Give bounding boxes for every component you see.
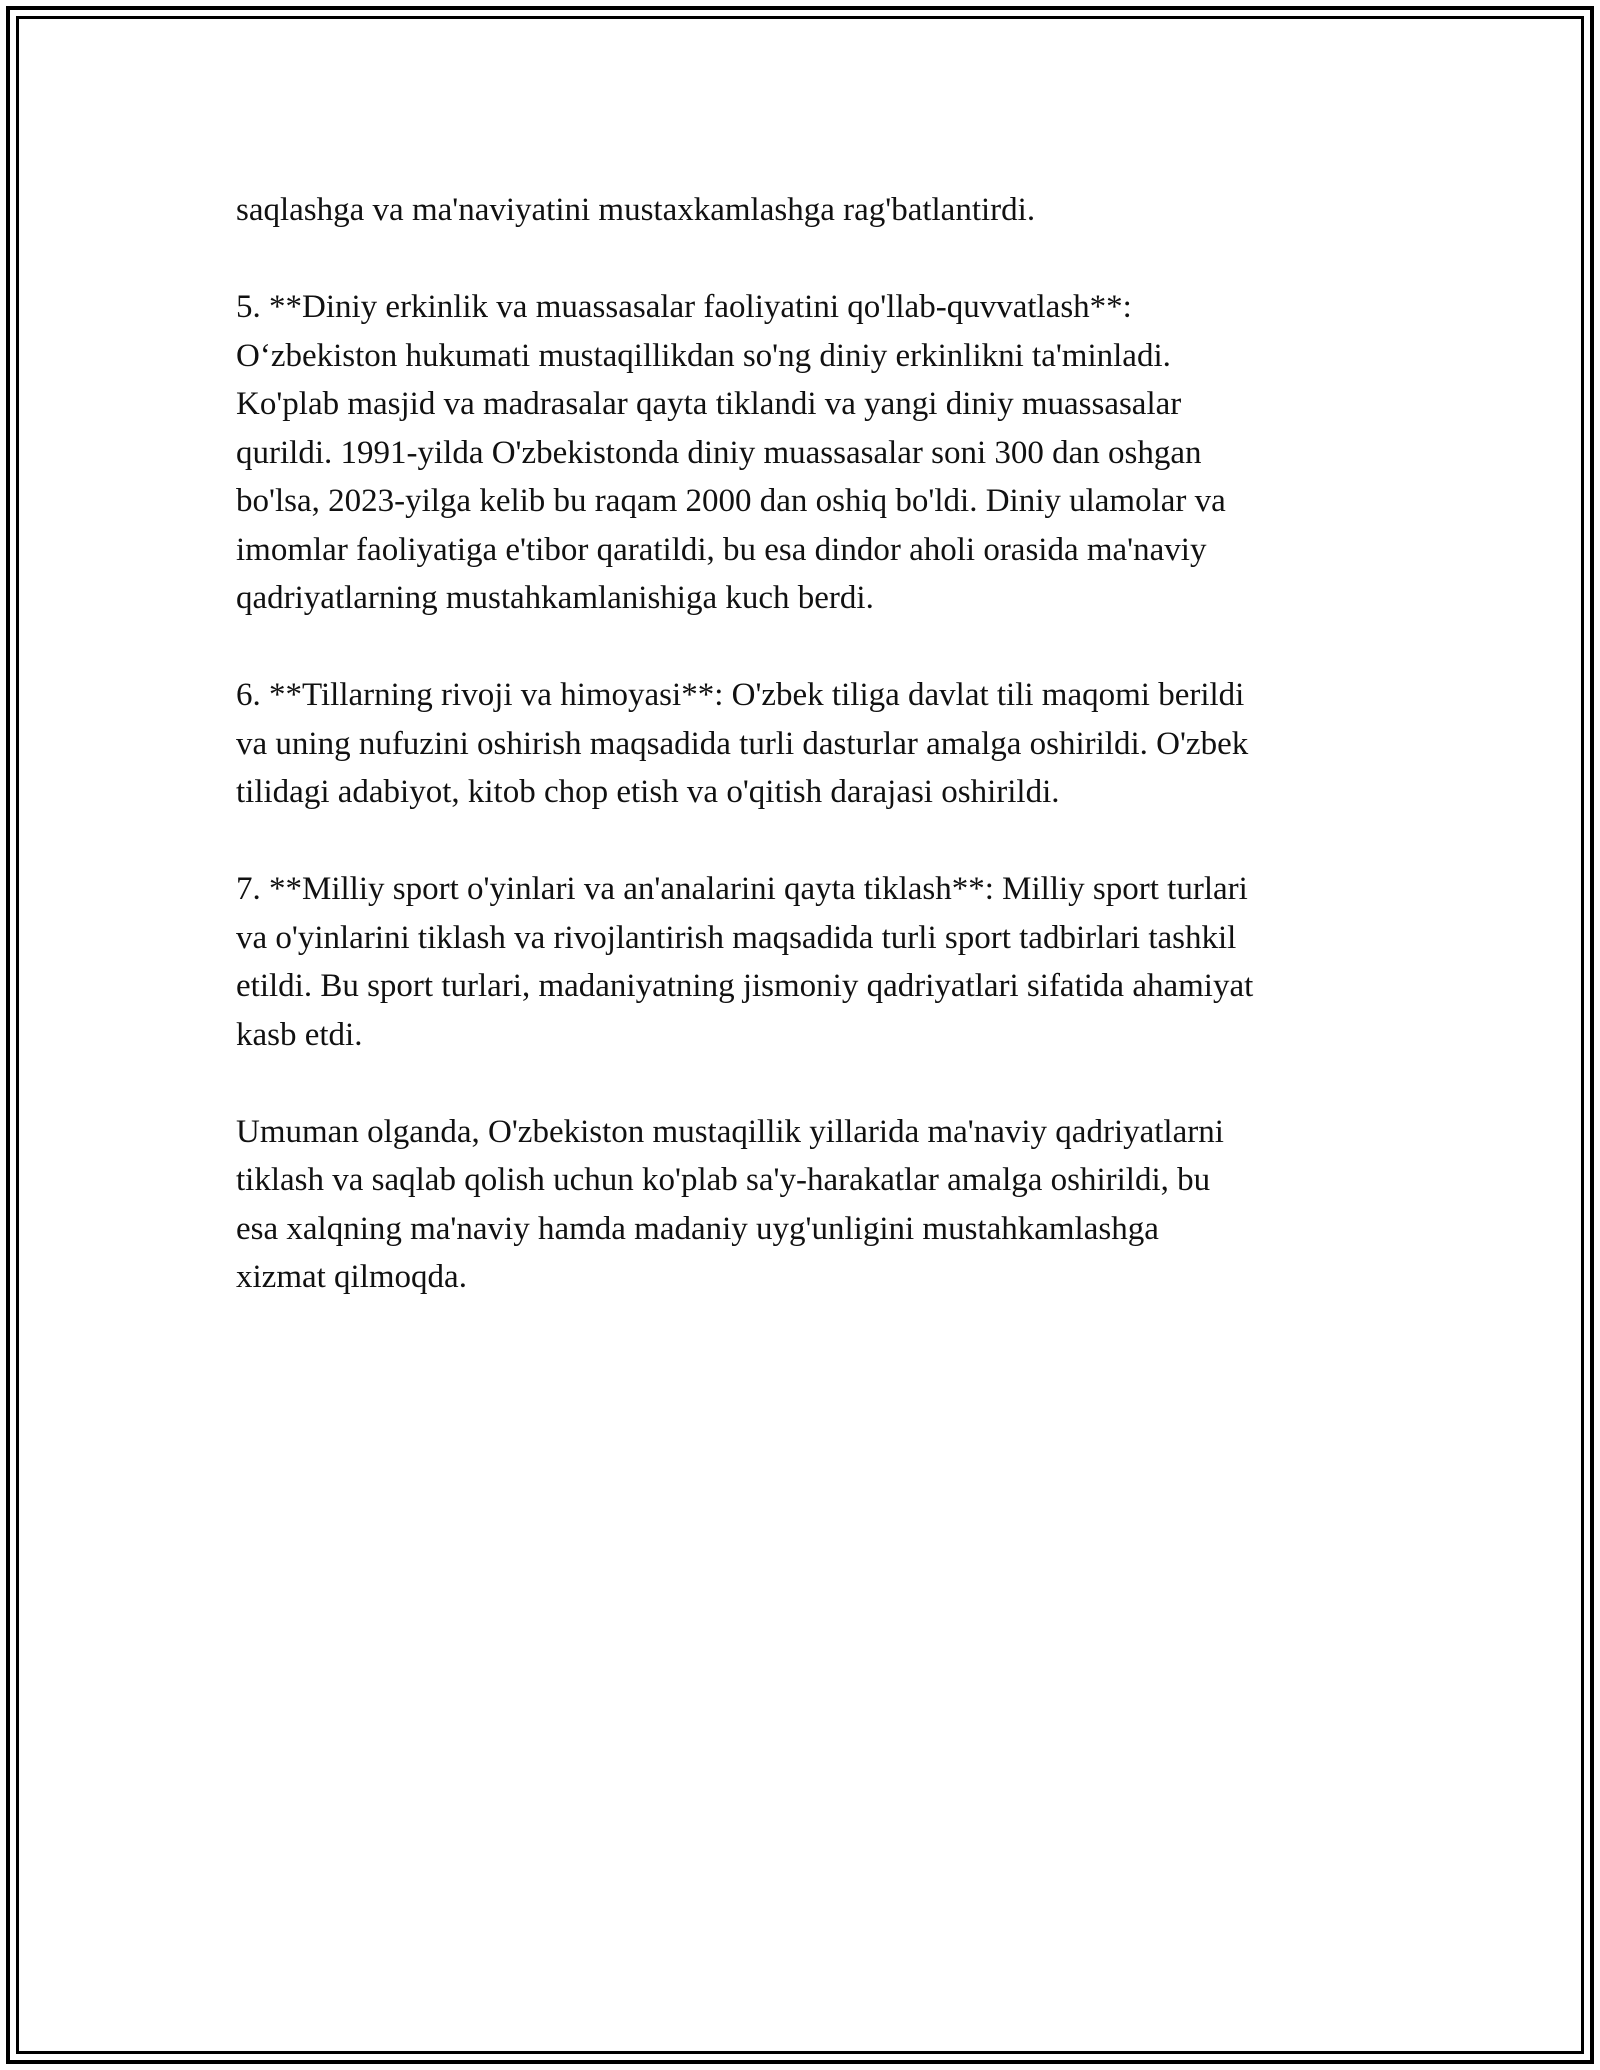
text-line: tilidagi adabiyot, kitob chop etish va o'qitish darajasi oshirildi. bbox=[236, 774, 1060, 810]
paragraph-item-7 bbox=[236, 865, 1376, 1059]
text-line: etildi. Bu sport turlari, madaniyatning jismoniy qadriyatlari sifatida ahamiyat bbox=[236, 968, 1254, 1004]
text-line: 6. **Tillarning rivoji va himoyasi**: O'zbek tiliga davlat tili maqomi berildi bbox=[236, 677, 1245, 713]
paragraph-item-5 bbox=[236, 283, 1376, 623]
text-line: Umuman olganda, O'zbekiston mustaqillik yillarida ma'naviy qadriyatlarni bbox=[236, 1113, 1224, 1150]
text-line: O‘zbekiston hukumati mustaqillikdan so'ng diniy erkinlikni ta'minladi. bbox=[236, 337, 1171, 374]
text-line: xizmat qilmoqda. bbox=[236, 1259, 467, 1295]
text-line: bo'lsa, 2023-yilga kelib bu raqam 2000 dan oshiq bo'ldi. Diniy ulamolar va bbox=[236, 483, 1226, 519]
text-line: imomlar faoliyatiga e'tibor qaratildi, bu esa dindor aholi orasida ma'naviy bbox=[236, 531, 1207, 568]
text-line: va o'yinlarini tiklash va rivojlantirish maqsadida turli sport tadbirlari tashkil bbox=[236, 919, 1237, 956]
text-line: 5. **Diniy erkinlik va muassasalar faoliyatini qo'llab-quvvatlash**: bbox=[236, 289, 1132, 325]
paragraph-continuation bbox=[236, 186, 1376, 235]
text-line: 7. **Milliy sport o'yinlari va an'analarini qayta tiklash**: Milliy sport turlari bbox=[236, 871, 1248, 907]
text-line: tiklash va saqlab qolish uchun ko'plab sa'y-harakatlar amalga oshirildi, bu bbox=[236, 1162, 1211, 1198]
text-line: qurildi. 1991-yilda O'zbekistonda diniy muassasalar soni 300 dan oshgan bbox=[236, 434, 1202, 471]
document-body bbox=[236, 186, 1376, 1302]
text-line: va uning nufuzini oshirish maqsadida turli dasturlar amalga oshirildi. O'zbek bbox=[236, 725, 1249, 762]
text-line: qadriyatlarning mustahkamlanishiga kuch berdi. bbox=[236, 580, 874, 616]
text-line: esa xalqning ma'naviy hamda madaniy uyg'unligini mustahkamlashga bbox=[236, 1210, 1159, 1247]
paragraph-conclusion bbox=[236, 1108, 1376, 1302]
text-line: saqlashga va ma'naviyatini mustaxkamlashga rag'batlantirdi. bbox=[236, 192, 1036, 228]
text-line: Ko'plab masjid va madrasalar qayta tiklandi va yangi diniy muassasalar bbox=[236, 386, 1182, 422]
text-line: kasb etdi. bbox=[236, 1016, 363, 1053]
paragraph-item-6 bbox=[236, 671, 1376, 817]
